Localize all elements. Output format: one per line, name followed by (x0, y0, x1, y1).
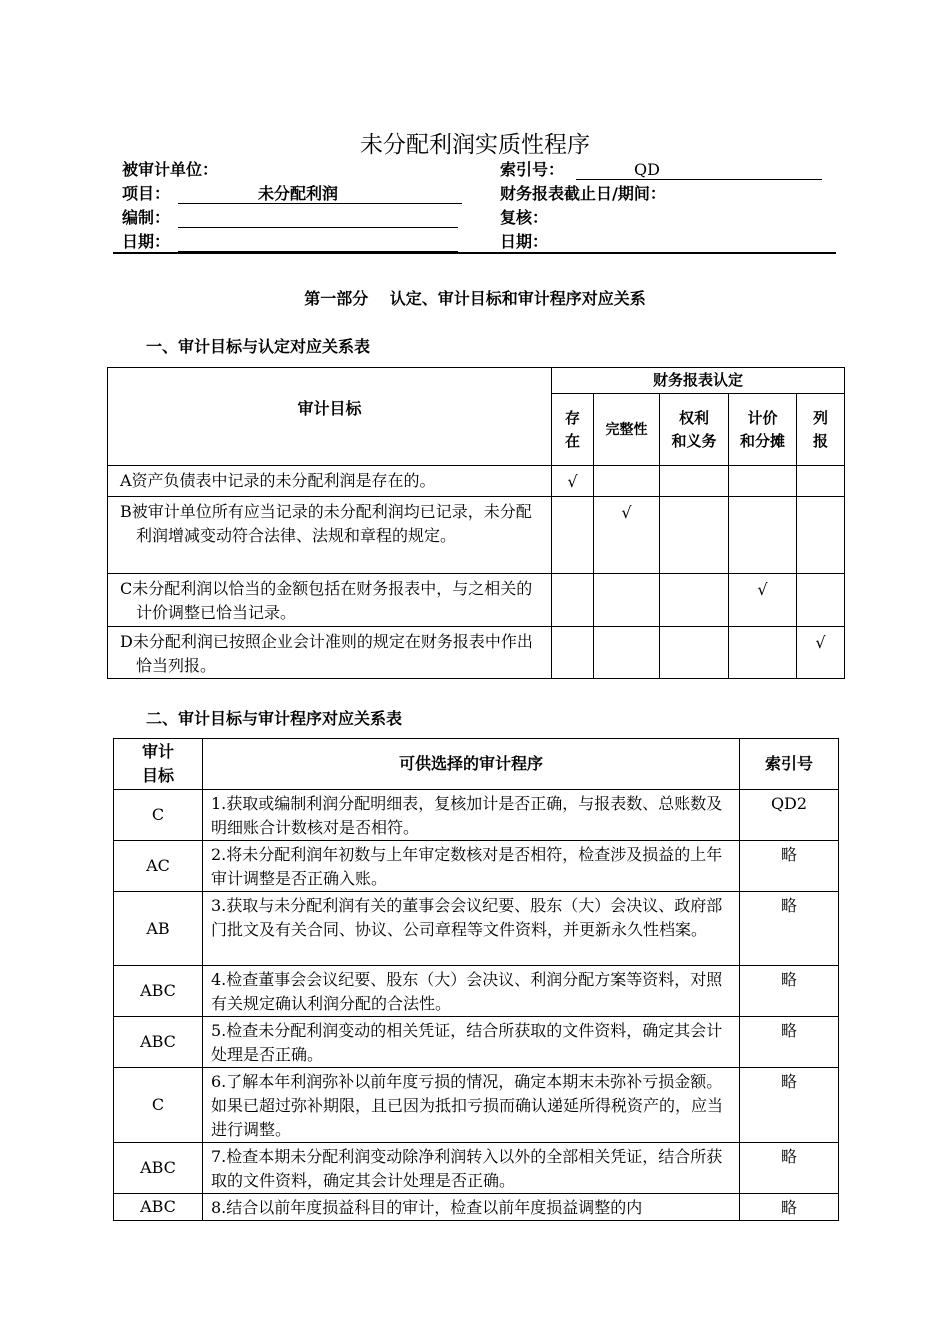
prepared-label: 编制： (122, 208, 171, 227)
index-cell: 略 (740, 1143, 839, 1194)
project-field (178, 184, 462, 204)
index-field (576, 160, 822, 180)
assertion-existence: 存 在 (552, 394, 594, 466)
index-cell: 略 (740, 1194, 839, 1221)
index-label: 索引号： (500, 160, 565, 179)
objective-cell: ABC (114, 1017, 203, 1068)
table-row (114, 1068, 839, 1143)
assertion-presentation: 列 报 (797, 394, 845, 466)
objective-cell: ABC (114, 966, 203, 1017)
assertion-valuation: 计价 和分摊 (729, 394, 797, 466)
check-cell: √ (552, 466, 594, 497)
audited-unit-label: 被审计单位： (122, 160, 219, 179)
procedure-cell: 5.检查未分配利润变动的相关凭证，结合所获取的文件资料，确定其会计处理是否正确。 (203, 1017, 740, 1068)
objective-text: C未分配利润以恰当的金额包括在财务报表中，与之相关的计价调整已恰当记录。 (108, 574, 552, 627)
objective-col-header: 审计 目标 (114, 739, 203, 790)
check-cell (594, 627, 660, 679)
check-cell (729, 466, 797, 497)
objective-cell: C (114, 1068, 203, 1143)
procedure-col-header: 可供选择的审计程序 (203, 739, 740, 790)
check-cell (660, 497, 729, 574)
index-cell: 略 (740, 841, 839, 892)
objective-text: B被审计单位所有应当记录的未分配利润均已记录，未分配利润增减变动符合法律、法规和章程的规定。 (108, 497, 552, 574)
index-cell: 略 (740, 1068, 839, 1143)
table-row (114, 1143, 839, 1194)
check-cell (594, 574, 660, 627)
procedure-cell: 8.结合以前年度损益科目的审计，检查以前年度损益调整的内 (203, 1194, 740, 1221)
project-value: 未分配利润 (258, 184, 339, 203)
check-cell (729, 627, 797, 679)
table-row (108, 627, 845, 679)
table-row (114, 1017, 839, 1068)
objective-text: A资产负债表中记录的未分配利润是存在的。 (108, 466, 552, 497)
index-cell: 略 (740, 1017, 839, 1068)
table-row (108, 574, 845, 627)
table-row (108, 497, 845, 574)
check-cell (552, 497, 594, 574)
procedure-cell: 1.获取或编制利润分配明细表，复核加计是否正确，与报表数、总账数及明细账合计数核对是否相符。 (203, 790, 740, 841)
objective-cell: ABC (114, 1194, 203, 1221)
check-cell (552, 627, 594, 679)
index-cell: 略 (740, 966, 839, 1017)
check-cell (552, 574, 594, 627)
index-value: QD (634, 160, 660, 179)
date-field-left (178, 232, 458, 252)
check-cell (729, 497, 797, 574)
period-label: 财务报表截止日/期间： (500, 184, 666, 203)
procedure-cell: 6.了解本年利润弥补以前年度亏损的情况，确定本期末未弥补亏损金额。如果已超过弥补期限，且已因为抵扣亏损而确认递延所得税资产的，应当进行调整。 (203, 1068, 740, 1143)
procedure-cell: 7.检查本期未分配利润变动除净利润转入以外的全部相关凭证，结合所获取的文件资料，确定其会计处理是否正确。 (203, 1143, 740, 1194)
project-label: 项目： (122, 184, 171, 203)
section1-title: 一、审计目标与认定对应关系表 (146, 337, 371, 356)
assertion-rights: 权利 和义务 (660, 394, 729, 466)
check-cell (660, 627, 729, 679)
date-label-right: 日期： (500, 232, 549, 251)
check-cell (797, 466, 845, 497)
objective-cell: AC (114, 841, 203, 892)
objective-procedure-table (113, 738, 839, 1221)
prepared-field (178, 208, 458, 228)
table-row (108, 466, 845, 497)
index-cell: QD2 (740, 790, 839, 841)
table-row (114, 790, 839, 841)
objective-text: D未分配利润已按照企业会计准则的规定在财务报表中作出恰当列报。 (108, 627, 552, 679)
procedure-cell: 2.将未分配利润年初数与上年审定数核对是否相符，检查涉及损益的上年审计调整是否正确入账。 (203, 841, 740, 892)
document-title: 未分配利润实质性程序 (360, 132, 590, 158)
table-row (114, 966, 839, 1017)
table-row (114, 892, 839, 966)
objective-assertion-table (107, 367, 845, 679)
date-label-left: 日期： (122, 232, 171, 251)
check-cell (594, 466, 660, 497)
assertions-header: 财务报表认定 (552, 368, 845, 394)
assertion-completeness: 完整性 (594, 394, 660, 466)
reviewed-label: 复核： (500, 208, 549, 227)
check-cell: √ (594, 497, 660, 574)
check-cell (797, 497, 845, 574)
objective-cell: C (114, 790, 203, 841)
objective-header: 审计目标 (108, 368, 552, 466)
header-divider (113, 252, 836, 254)
table-row (114, 841, 839, 892)
index-col-header: 索引号 (740, 739, 839, 790)
check-cell (660, 574, 729, 627)
check-cell (797, 574, 845, 627)
procedure-cell: 4.检查董事会会议纪要、股东（大）会决议、利润分配方案等资料，对照有关规定确认利润分配的合法性。 (203, 966, 740, 1017)
objective-cell: AB (114, 892, 203, 966)
check-cell: √ (729, 574, 797, 627)
check-cell (660, 466, 729, 497)
table-row (114, 1194, 839, 1221)
section2-title: 二、审计目标与审计程序对应关系表 (146, 709, 403, 728)
check-cell: √ (797, 627, 845, 679)
index-cell: 略 (740, 892, 839, 966)
objective-cell: ABC (114, 1143, 203, 1194)
part1-title: 第一部分 认定、审计目标和审计程序对应关系 (304, 289, 646, 308)
procedure-cell: 3.获取与未分配利润有关的董事会会议纪要、股东（大）会决议、政府部门批文及有关合同、协议、公司章程等文件资料，并更新永久性档案。 (203, 892, 740, 966)
